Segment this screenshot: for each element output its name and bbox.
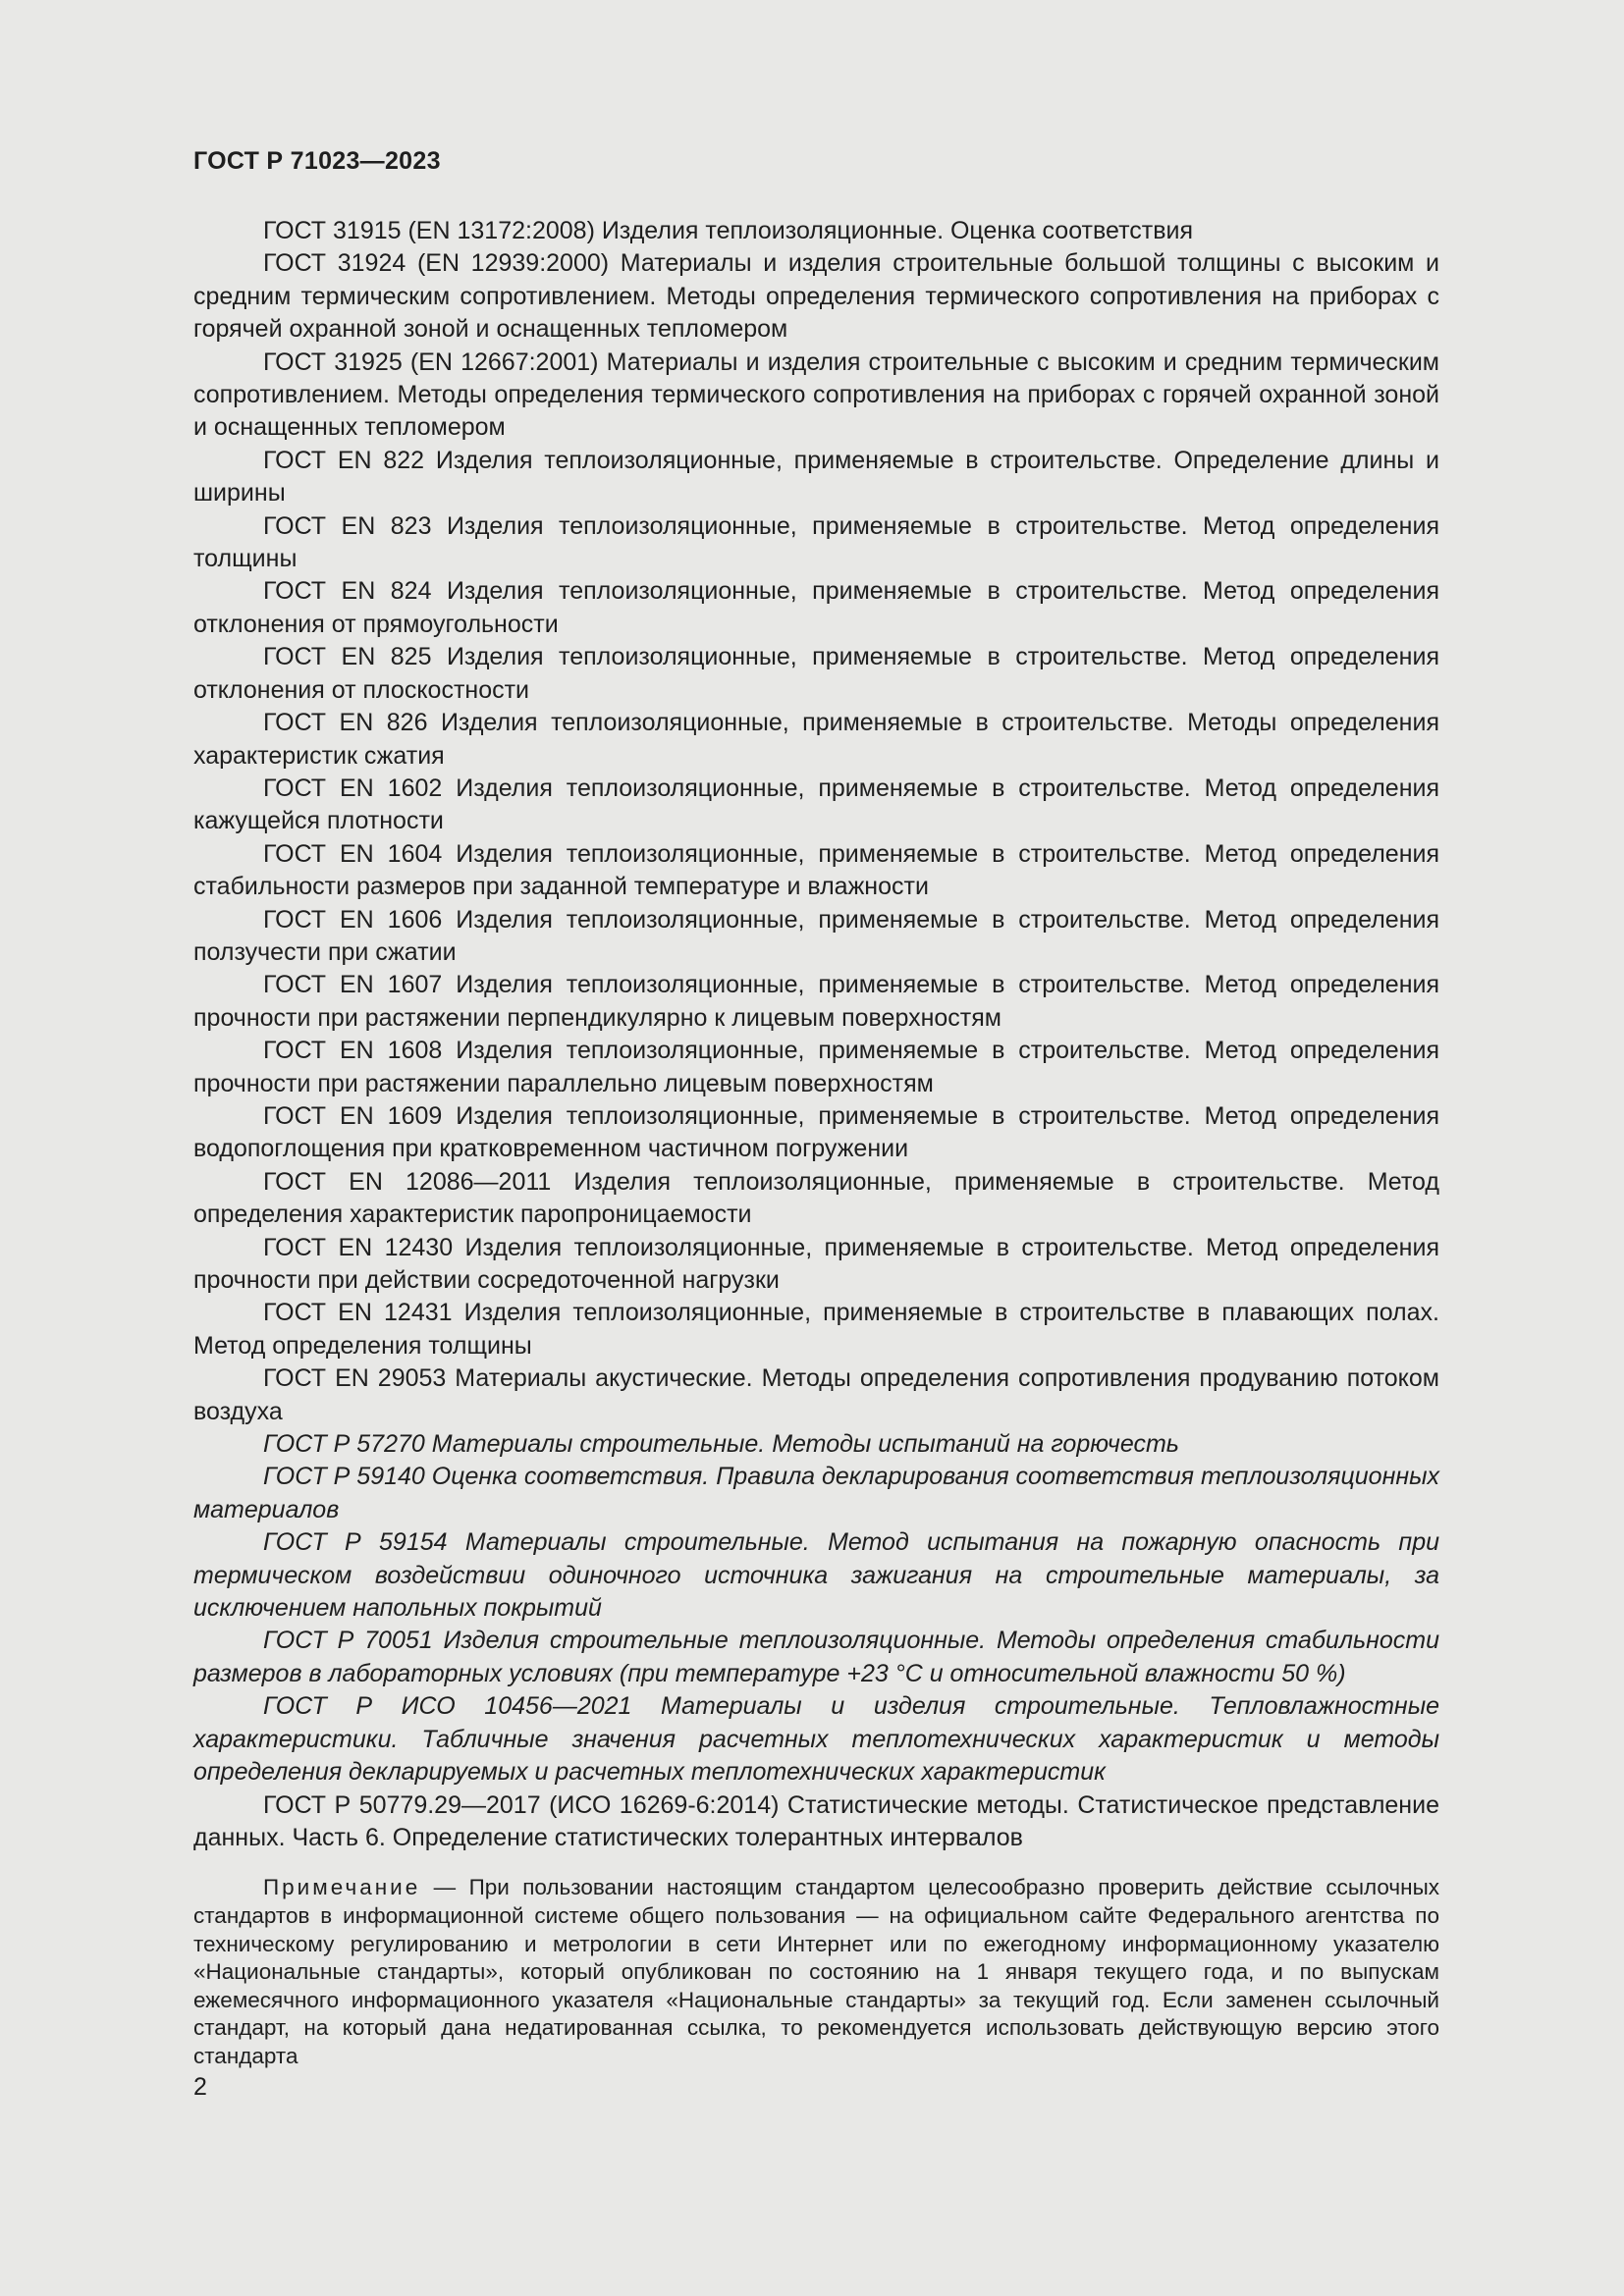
reference-item: ГОСТ EN 29053 Материалы акустические. Методы определения сопротивления продуванию потоком воздуха <box>193 1364 1439 1425</box>
reference-item: ГОСТ EN 1606 Изделия теплоизоляционные, применяемые в строительстве. Метод определения ползучести при сжатии <box>193 905 1439 966</box>
reference-item: ГОСТ EN 12086—2011 Изделия теплоизоляционные, применяемые в строительстве. Метод определения характеристик паропроницаемости <box>193 1167 1439 1229</box>
reference-item: ГОСТ EN 1602 Изделия теплоизоляционные, применяемые в строительстве. Метод определения кажущейся плотности <box>193 774 1439 835</box>
reference-item: ГОСТ EN 824 Изделия теплоизоляционные, применяемые в строительстве. Метод определения отклонения от прямоугольности <box>193 577 1439 638</box>
reference-item: ГОСТ Р ИСО 10456—2021 Материалы и изделия строительные. Тепловлажностные характеристики. Табличные значения расчетных теплотехнических характеристик и методы определения декларируемых и расчетных теплотехнических характеристик <box>193 1692 1439 1787</box>
reference-item: ГОСТ EN 1609 Изделия теплоизоляционные, применяемые в строительстве. Метод определения водопоглощения при кратковременном частичном погружении <box>193 1101 1439 1163</box>
reference-item: ГОСТ 31915 (EN 13172:2008) Изделия теплоизоляционные. Оценка соответствия <box>263 217 1193 244</box>
reference-item: ГОСТ Р 59154 Материалы строительные. Метод испытания на пожарную опасность при термическом воздействии одиночного источника зажигания на строительные материалы, за исключением напольных покрытий <box>193 1528 1439 1623</box>
reference-item: ГОСТ EN 826 Изделия теплоизоляционные, применяемые в строительстве. Методы определения характеристик сжатия <box>193 709 1439 770</box>
reference-item: ГОСТ 31925 (EN 12667:2001) Материалы и изделия строительные с высоким и средним термическим сопротивлением. Методы определения термического сопротивления на приборах с горячей охранной зоной и оснащенных тепломером <box>193 347 1439 442</box>
page-number: 2 <box>193 2073 207 2101</box>
note-label: Примечание <box>263 1875 421 1900</box>
reference-item: ГОСТ Р 57270 Материалы строительные. Методы испытаний на горючесть <box>263 1430 1179 1459</box>
reference-item: ГОСТ EN 12431 Изделия теплоизоляционные, применяемые в строительстве в плавающих полах. Метод определения толщины <box>193 1299 1439 1360</box>
reference-item: ГОСТ EN 1608 Изделия теплоизоляционные, применяемые в строительстве. Метод определения прочности при растяжении параллельно лицевым поверхностям <box>193 1037 1439 1097</box>
reference-item: ГОСТ Р 70051 Изделия строительные теплоизоляционные. Методы определения стабильности размеров в лабораторных условиях (при температуре +23 °С и относительной влажности 50 %) <box>193 1627 1439 1687</box>
reference-item: ГОСТ 31924 (EN 12939:2000) Материалы и изделия строительные большой толщины с высоким и средним термическим сопротивлением. Методы определения термического сопротивления на приборах с горячей охранной зоной и оснащенных тепломером <box>193 249 1439 344</box>
reference-item: ГОСТ EN 823 Изделия теплоизоляционные, применяемые в строительстве. Метод определения толщины <box>193 511 1439 573</box>
reference-item: ГОСТ Р 50779.29—2017 (ИСО 16269-6:2014) Статистические методы. Статистическое представление данных. Часть 6. Определение статистических толерантных интервалов <box>193 1790 1439 1851</box>
reference-item: ГОСТ EN 825 Изделия теплоизоляционные, применяемые в строительстве. Метод определения отклонения от плоскостности <box>193 643 1439 704</box>
reference-item: ГОСТ EN 1604 Изделия теплоизоляционные, применяемые в строительстве. Метод определения стабильности размеров при заданной температуре и влажности <box>193 839 1439 901</box>
reference-item: ГОСТ EN 822 Изделия теплоизоляционные, применяемые в строительстве. Определение длины и ширины <box>193 446 1439 507</box>
page-header-title: ГОСТ Р 71023—2023 <box>193 147 441 175</box>
reference-item: ГОСТ Р 59140 Оценка соответствия. Правила декларирования соответствия теплоизоляционных материалов <box>193 1463 1439 1523</box>
note-paragraph <box>193 1874 1439 2070</box>
reference-item: ГОСТ EN 1607 Изделия теплоизоляционные, применяемые в строительстве. Метод определения прочности при растяжении перпендикулярно к лицевым поверхностям <box>193 971 1439 1032</box>
note-dash: — <box>420 1875 469 1900</box>
normative-references-list <box>193 215 1439 1854</box>
note-text: При пользовании настоящим стандартом целесообразно проверить действие ссылочных стандартов в информационной системе общего пользования — на официальном сайте Федерального агентства по техническому регулированию и метрологии в сети Интернет или по ежегодному информационному указателю «Национальные стандарты», который опубликован по состоянию на 1 января текущего года, и по выпускам ежемесячного информационного указателя «Национальные стандарты» за текущий год. Если заменен ссылочный стандарт, на который дана недатированная ссылка, то рекомендуется использовать действующую версию этого стандарта <box>193 1875 1439 2068</box>
reference-item: ГОСТ EN 12430 Изделия теплоизоляционные, применяемые в строительстве. Метод определения прочности при действии сосредоточенной нагрузки <box>193 1233 1439 1294</box>
